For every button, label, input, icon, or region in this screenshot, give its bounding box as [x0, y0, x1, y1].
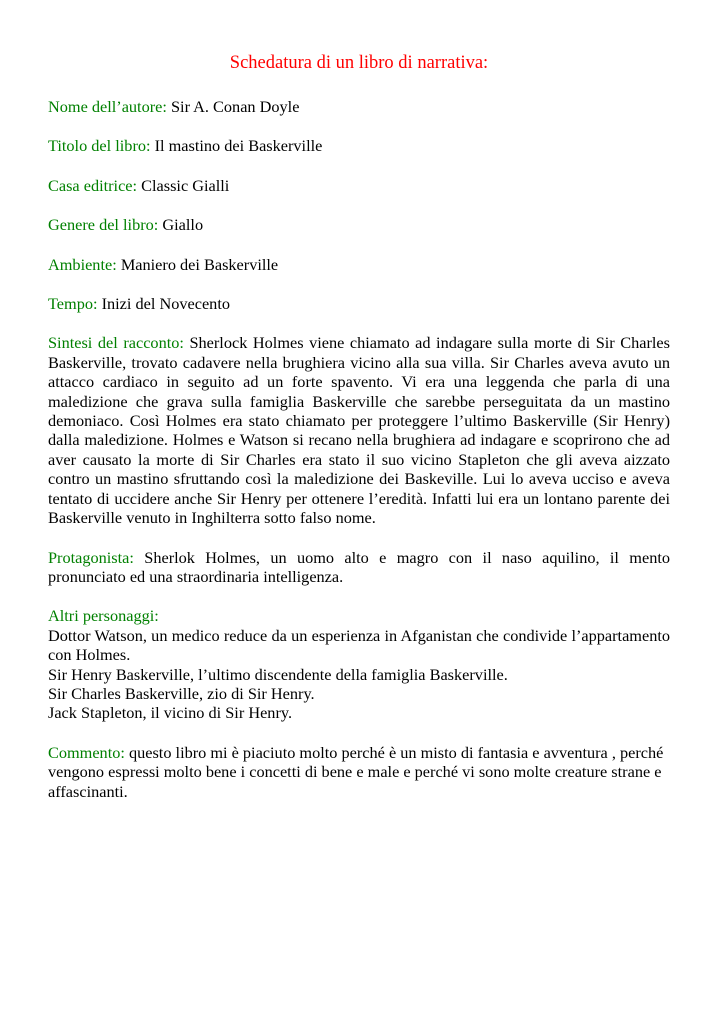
publisher-label: Casa editrice:	[48, 175, 138, 195]
author-field	[48, 97, 670, 116]
genre-label: Genere del libro:	[48, 215, 159, 235]
book-title-label: Titolo del libro:	[48, 136, 151, 156]
comment-label: Commento:	[48, 742, 125, 762]
character-item: Sir Charles Baskerville, zio di Sir Henry.	[48, 683, 315, 703]
synopsis-field	[48, 333, 670, 527]
genre-value: Giallo	[162, 215, 204, 235]
character-item: Sir Henry Baskerville, l’ultimo discendente della famiglia Baskerville.	[48, 664, 508, 684]
comment-field	[48, 743, 670, 801]
book-title-field	[48, 136, 670, 155]
other-characters-label: Altri personaggi:	[48, 606, 159, 626]
setting-field	[48, 255, 670, 274]
setting-label: Ambiente:	[48, 254, 117, 274]
publisher-value: Classic Gialli	[141, 175, 230, 195]
setting-value: Maniero dei Baskerville	[120, 254, 279, 274]
time-value: Inizi del Novecento	[101, 294, 230, 314]
document-page	[48, 51, 670, 821]
author-value: Sir A. Conan Doyle	[170, 97, 300, 116]
author-label: Nome dell’autore:	[48, 97, 167, 116]
character-item: Jack Stapleton, il vicino di Sir Henry.	[48, 703, 293, 723]
protagonist-field	[48, 548, 670, 587]
genre-field	[48, 215, 670, 234]
character-item: Dottor Watson, un medico reduce da un esperienza in Afganistan che condivide l’appartamento con Holmes.	[48, 625, 670, 665]
protagonist-value: Sherlok Holmes, un uomo alto e magro con il naso aquilino, il mento pronunciato ed una straordinaria intelligenza.	[48, 547, 670, 586]
book-title-value: Il mastino dei Baskerville	[154, 136, 323, 156]
synopsis-value: Sherlock Holmes viene chiamato ad indagare sulla morte di Sir Charles Baskerville, trovato cadavere nella brughiera vicino alla sua villa. Sir Charles aveva avuto un attacco cardiaco in seguito ad un forte spavento. Vi era una leggenda che parla di una maledizione che grava sulla famiglia Baskerville che sarebbe perseguitata da un mastino demoniaco. Così Holmes era stato chiamato per proteggere l’ultimo Baskerville (Sir Henry) dalla maledizione. Holmes e Watson si recano nella brughiera ad indagare e scoprirono che ad aver causato la morte di Sir Charles era stato il suo vicino Stapleton che gli aveva aizzato contro un mastino sfruttando così la maledizione dei Baskeville. Lui lo aveva ucciso e aveva tentato di uccidere anche Sir Henry per ottenere l’eredità. Infatti lui era un lontano parente dei Baskerville venuto in Inghilterra sotto falso nome.	[48, 333, 670, 528]
synopsis-label: Sintesi del racconto:	[48, 333, 184, 353]
time-label: Tempo:	[48, 294, 98, 314]
publisher-field	[48, 176, 670, 195]
document-title: Schedatura di un libro di narrativa:	[229, 53, 489, 73]
protagonist-label: Protagonista:	[48, 547, 134, 567]
other-characters-field	[48, 606, 670, 722]
comment-value: questo libro mi è piaciuto molto perché è un misto di fantasia e avventura , perché vengono espressi molto bene i concetti di bene e male e perché vi sono molte creature strane e affascinanti.	[48, 742, 664, 801]
time-field	[48, 294, 670, 313]
